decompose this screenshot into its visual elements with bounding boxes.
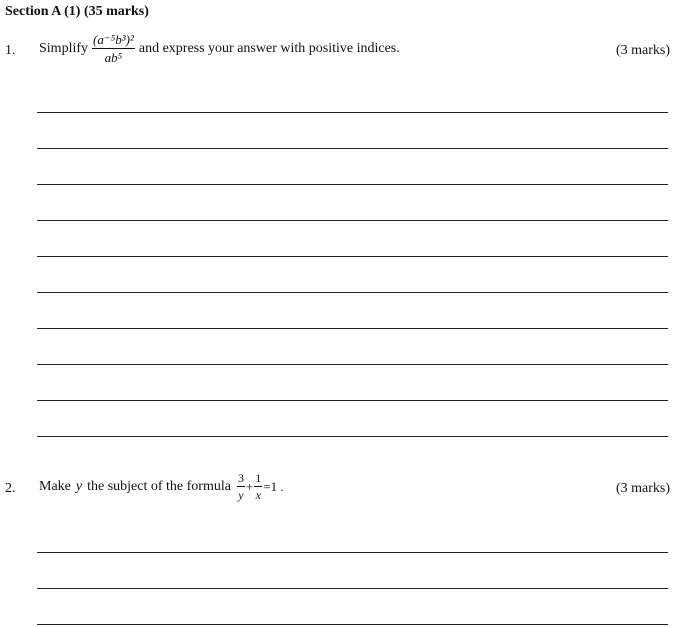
- question-variable: y: [75, 478, 83, 494]
- formula-term-2-denominator: x: [255, 488, 261, 502]
- answer-line: [37, 624, 668, 625]
- answer-line: [37, 364, 668, 365]
- formula-term-2-numerator: 1: [255, 471, 262, 485]
- question-number: 2.: [5, 481, 16, 496]
- answer-line: [37, 436, 668, 437]
- question-mid: the subject of the formula: [87, 478, 231, 494]
- answer-line: [37, 588, 668, 589]
- question-1: [0, 32, 673, 72]
- question-text: [39, 33, 400, 64]
- formula-term-1-numerator: 3: [237, 471, 244, 485]
- question-lead: Simplify: [39, 40, 89, 56]
- question-marks: (3 marks): [615, 43, 670, 58]
- answer-line: [37, 328, 668, 329]
- answer-line: [37, 256, 668, 257]
- expression-denominator: ab⁵: [104, 50, 123, 65]
- formula-term-1: [237, 472, 245, 501]
- answer-line: [37, 292, 668, 293]
- answer-line: [37, 400, 668, 401]
- question-text: [39, 472, 284, 501]
- answer-line: [37, 184, 668, 185]
- answer-line: [37, 220, 668, 221]
- formula-term-2: [254, 472, 262, 501]
- formula-plus: +: [245, 478, 254, 494]
- question-lead: Make: [39, 478, 71, 494]
- question-number: 1.: [5, 43, 16, 58]
- answer-line: [37, 112, 668, 113]
- answer-line: [37, 552, 668, 553]
- expression-fraction: [92, 33, 135, 64]
- question-2: [0, 470, 673, 510]
- formula-term-1-denominator: y: [238, 488, 244, 502]
- expression-numerator: (a⁻⁵b³)²: [93, 32, 134, 47]
- answer-line: [37, 148, 668, 149]
- question-trail: and express your answer with positive indices.: [138, 40, 400, 56]
- question-marks: (3 marks): [615, 481, 670, 496]
- formula-rhs: =1 .: [263, 478, 284, 494]
- section-title: Section A (1) (35 marks): [5, 4, 149, 19]
